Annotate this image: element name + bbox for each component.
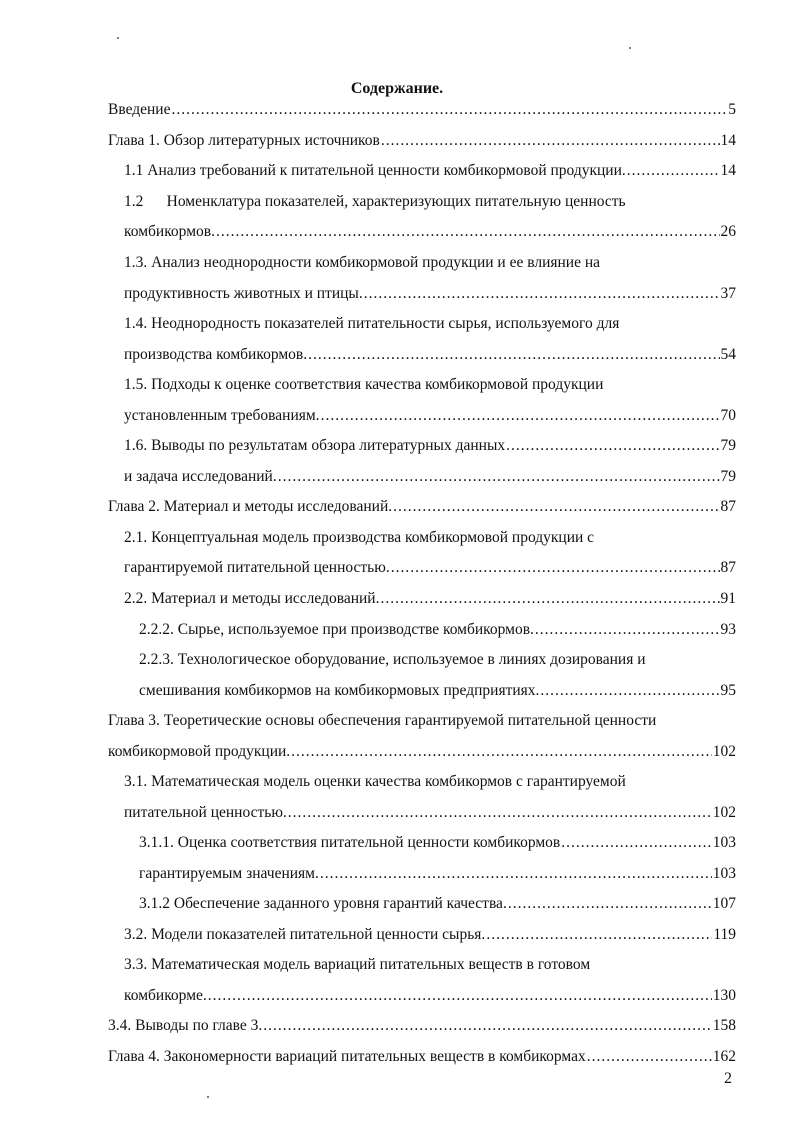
toc-entry[interactable]: 2.2.3. Технологическое оборудование, используемое в линиях дозирования и bbox=[139, 651, 646, 668]
toc-entry[interactable]: 3.2. Модели показателей питательной ценности сырья. ..... 119 bbox=[124, 920, 736, 950]
toc-entry[interactable]: гарантируемой питательной ценностью. ..... 87 bbox=[124, 553, 736, 583]
toc-entry[interactable]: 1.5. Подходы к оценке соответствия качества комбикормовой продукции bbox=[124, 376, 604, 393]
toc-entry[interactable]: Глава 2. Материал и методы исследований. ..... 87 bbox=[108, 492, 736, 522]
toc-entry[interactable]: комбикорме. ..... 130 bbox=[124, 981, 736, 1011]
toc-entry[interactable]: комбикормовой продукции. ..... 102 bbox=[108, 737, 736, 767]
toc-entry[interactable]: смешивания комбикормов на комбикормовых предприятиях. ..... 95 bbox=[139, 676, 736, 706]
toc-entry[interactable]: 1.2 Номенклатура показателей, характеризующих питательную ценность bbox=[124, 193, 626, 210]
toc-entry[interactable]: Введение ..... 5 bbox=[108, 95, 736, 125]
toc-entry[interactable]: 1.4. Неоднородность показателей питательности сырья, используемого для bbox=[124, 315, 620, 332]
toc-entry[interactable]: производства комбикормов. ..... 54 bbox=[124, 340, 736, 370]
toc-entry[interactable]: 3.1. Математическая модель оценки качества комбикормов с гарантируемой bbox=[124, 773, 626, 790]
scan-speck bbox=[117, 37, 119, 39]
toc-entry[interactable]: комбикормов. ..... 26 bbox=[124, 217, 736, 247]
scan-speck bbox=[207, 1096, 209, 1098]
toc-entry[interactable]: 2.2.2. Сырье, используемое при производстве комбикормов. ..... 93 bbox=[139, 615, 736, 645]
toc-entry[interactable]: 3.4. Выводы по главе 3. ..... 158 bbox=[108, 1011, 736, 1041]
toc-entry[interactable]: 3.1.1. Оценка соответствия питательной ценности комбикормов ..... 103 bbox=[139, 828, 736, 858]
toc-entry[interactable]: Глава 4. Закономерности вариаций питательных веществ в комбикормах ..... 162 bbox=[108, 1042, 736, 1072]
page-number: 2 bbox=[724, 1070, 732, 1087]
toc-entry[interactable]: продуктивность животных и птицы. ..... 37 bbox=[124, 279, 736, 309]
toc-entry[interactable]: установленным требованиям. ..... 70 bbox=[124, 401, 736, 431]
toc-entry[interactable]: Глава 3. Теоретические основы обеспечения гарантируемой питательной ценности bbox=[108, 712, 657, 729]
toc-entry[interactable]: Глава 1. Обзор литературных источников ..... 14 bbox=[108, 126, 736, 156]
toc-entry[interactable]: питательной ценностью. ..... 102 bbox=[124, 798, 736, 828]
toc-entry[interactable]: 2.1. Концептуальная модель производства комбикормовой продукции с bbox=[124, 529, 595, 546]
toc-entry[interactable]: 1.6. Выводы по результатам обзора литературных данных ..... 79 bbox=[124, 431, 736, 461]
toc-entry[interactable]: гарантируемым значениям. ..... 103 bbox=[139, 859, 736, 889]
toc-entry[interactable]: 3.1.2 Обеспечение заданного уровня гарантий качества. ..... 107 bbox=[139, 889, 736, 919]
toc-entry[interactable]: 3.3. Математическая модель вариаций питательных веществ в готовом bbox=[124, 956, 591, 973]
toc-title: Содержание. bbox=[350, 80, 444, 97]
toc-entry[interactable]: 2.2. Материал и методы исследований. ..... 91 bbox=[124, 584, 736, 614]
toc-entry[interactable]: и задача исследований. ..... 79 bbox=[124, 462, 736, 492]
toc-entry[interactable]: 1.3. Анализ неоднородности комбикормовой продукции и ее влияние на bbox=[124, 254, 601, 271]
scan-speck bbox=[629, 47, 631, 49]
toc-entry[interactable]: 1.1 Анализ требований к питательной ценности комбикормовой продукции. ..... 14 bbox=[124, 156, 736, 186]
